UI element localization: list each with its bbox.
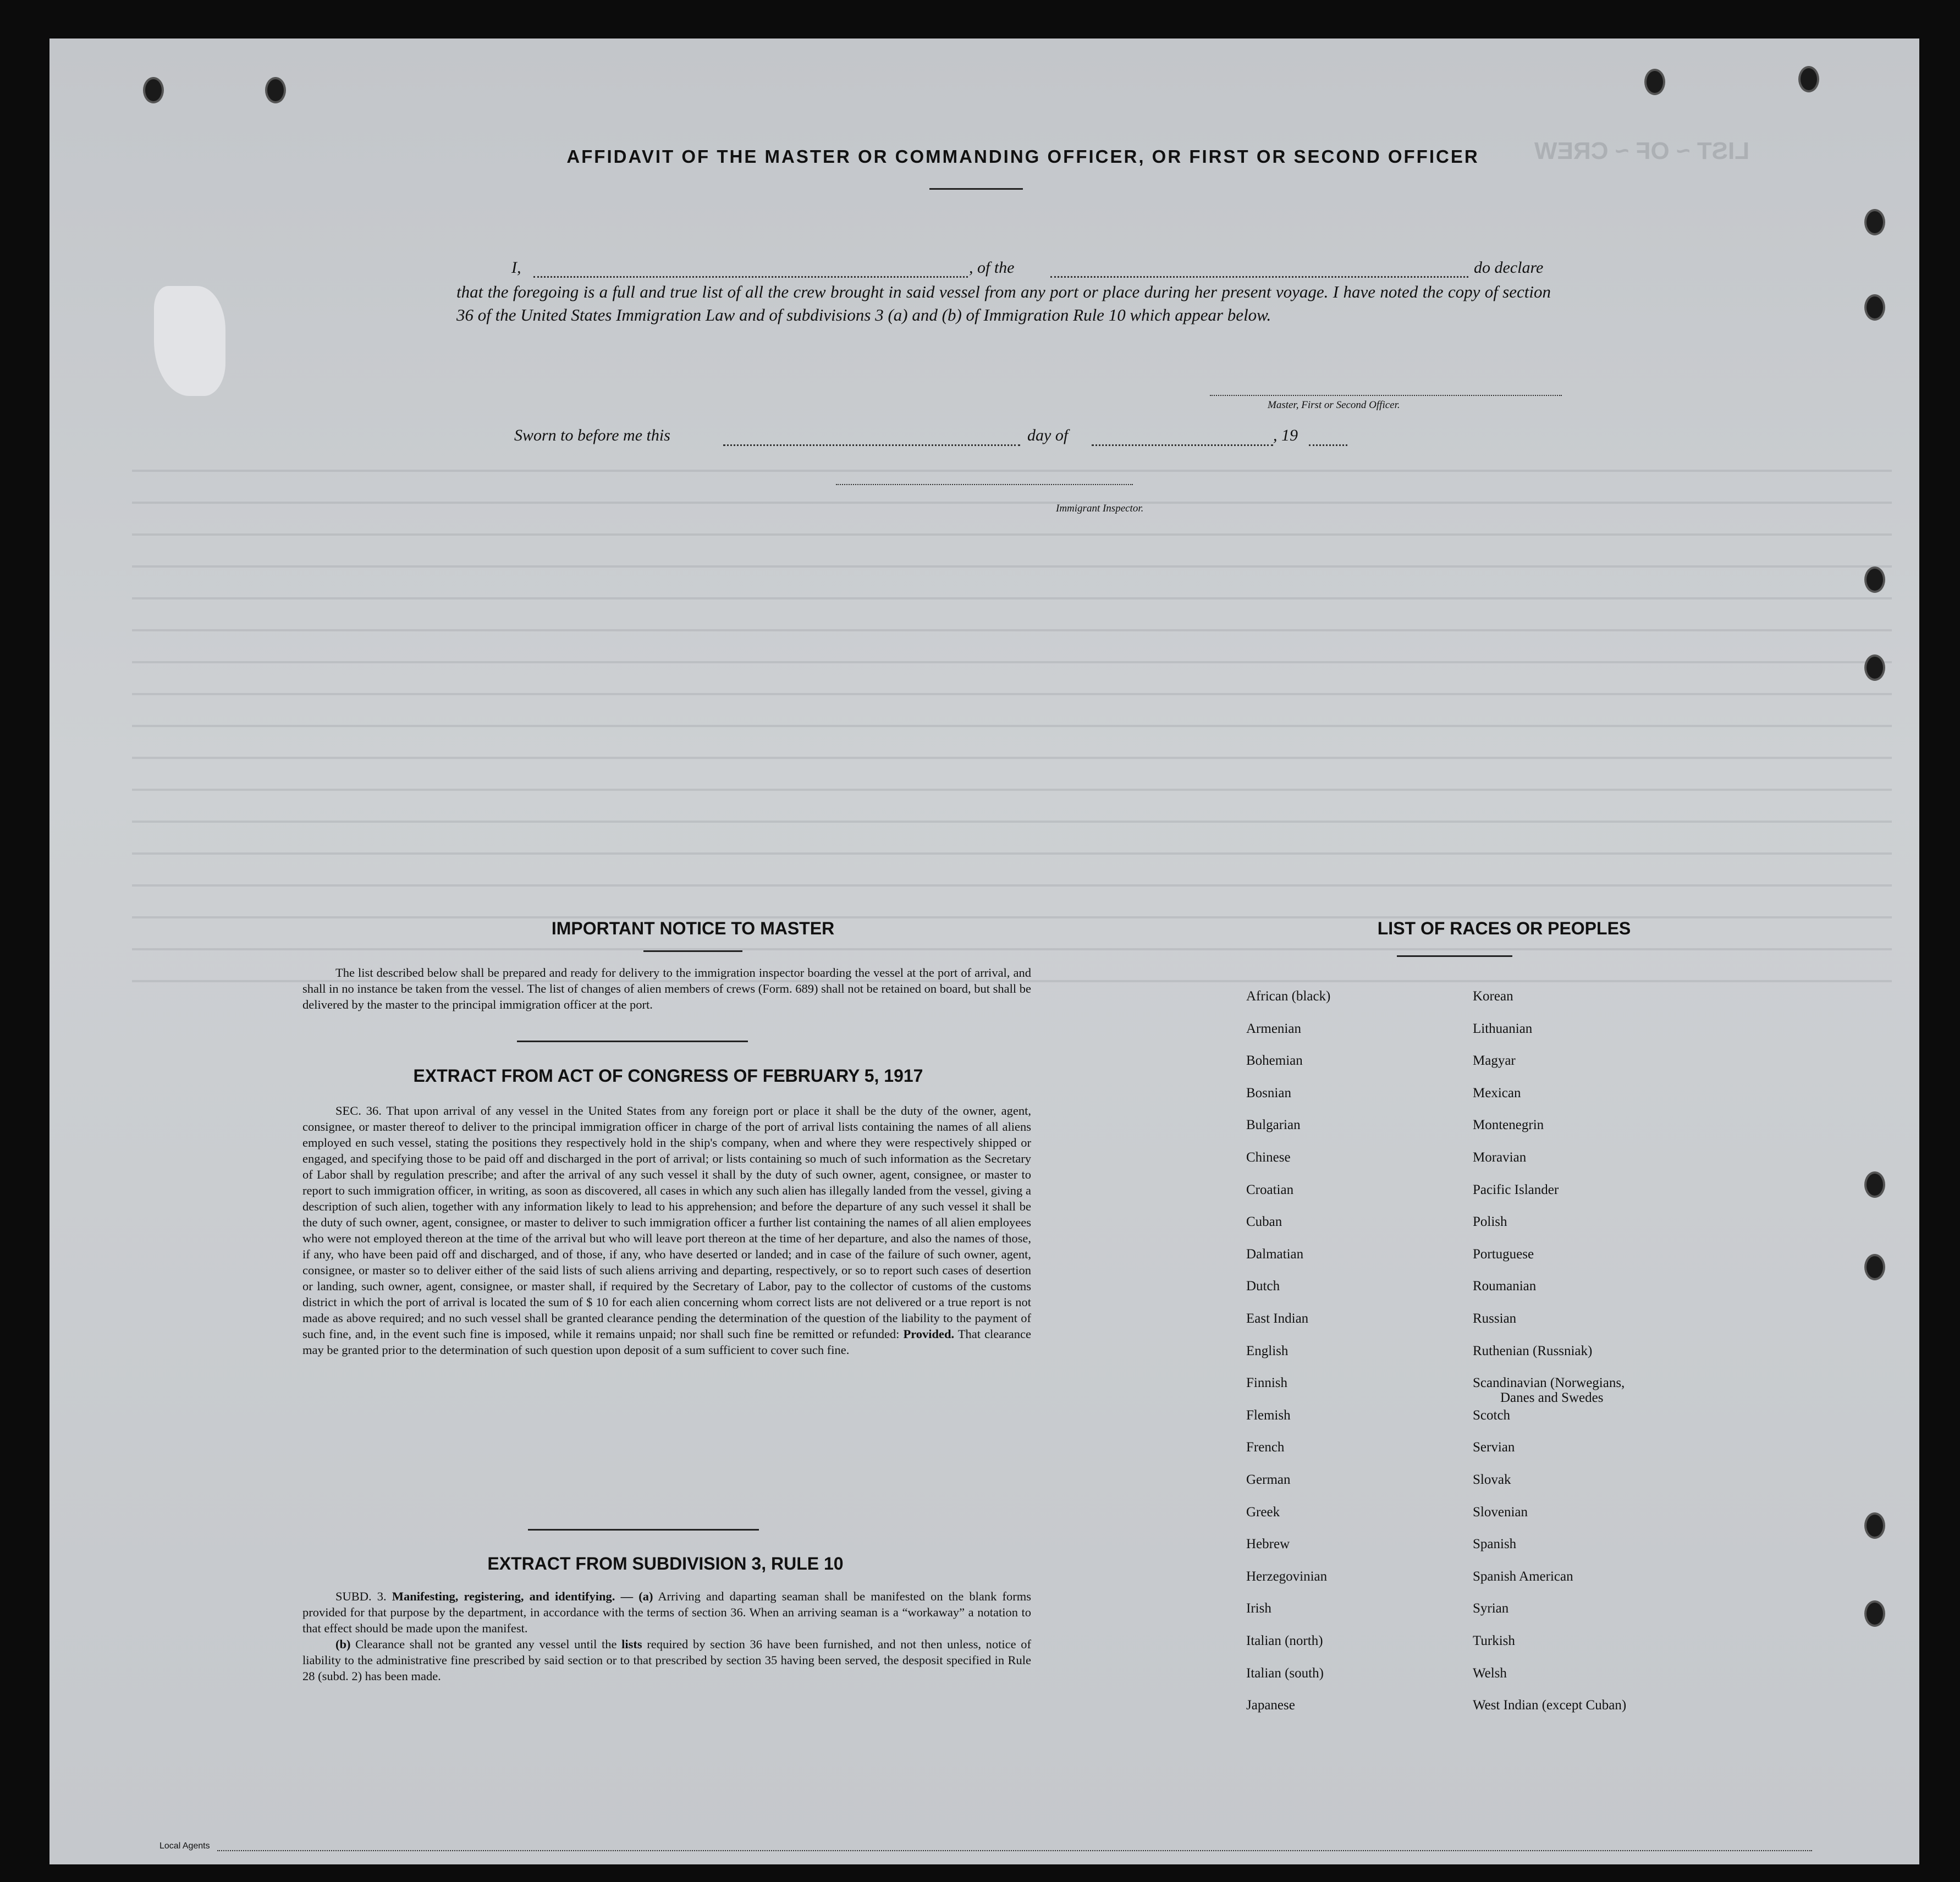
- affidavit-statement: that the foregoing is a full and true list of all the crew brought in said vessel from any port or place during her present voyage. I have noted the copy of section 36 of the United States Immigration Law and of subdivisions 3 (a) and (b) of Immigration Rule 10 which appear below.: [456, 282, 1551, 324]
- punch-hole-right-8: [1864, 1600, 1885, 1627]
- race-item: Hebrew: [1246, 1537, 1290, 1551]
- year-prefix: , 19: [1273, 426, 1298, 444]
- act-title: EXTRACT FROM ACT OF CONGRESS OF FEBRUARY 5, 1917: [413, 1066, 923, 1086]
- punch-hole-right-7: [1864, 1512, 1885, 1539]
- race-item: Armenian: [1246, 1021, 1301, 1036]
- race-item: Cuban: [1246, 1214, 1282, 1229]
- local-agents-blank[interactable]: [217, 1850, 1812, 1851]
- race-item: Russian: [1473, 1311, 1517, 1326]
- sworn-year-blank[interactable]: [1309, 444, 1347, 446]
- subd-b-text-1: Clearance shall not be granted any vessel until the: [355, 1637, 617, 1651]
- punch-hole-right-5: [1864, 1171, 1885, 1198]
- day-of-label: day of: [1027, 426, 1069, 444]
- race-item: Ruthenian (Russniak): [1473, 1344, 1593, 1358]
- race-item: Dalmatian: [1246, 1247, 1304, 1262]
- local-agents-label: Local Agents: [159, 1841, 210, 1851]
- rule-text: [302, 1588, 1031, 1684]
- act-section-text-end: That clearance may be granted prior to the determination of such question upon deposit of a sum sufficient to cover such fine.: [302, 1327, 1031, 1357]
- race-item: Welsh: [1473, 1666, 1507, 1681]
- notice-text: [302, 965, 1031, 1012]
- race-item: Slovak: [1473, 1472, 1511, 1487]
- officer-signature-blank[interactable]: [1210, 395, 1562, 396]
- race-item: Moravian: [1473, 1150, 1527, 1165]
- act-text: [302, 1103, 1031, 1358]
- subd-dash: —: [620, 1589, 634, 1603]
- race-item: Bulgarian: [1246, 1118, 1301, 1132]
- act-end-rule: [528, 1529, 759, 1531]
- race-item: Dutch: [1246, 1279, 1280, 1294]
- affidavit-vessel-blank[interactable]: [1050, 276, 1468, 278]
- race-item: Korean: [1473, 989, 1513, 1004]
- subd-heading: Manifesting, registering, and identifying.: [392, 1589, 615, 1603]
- races-title: LIST OF RACES OR PEOPLES: [1377, 918, 1631, 938]
- race-item: East Indian: [1246, 1311, 1309, 1326]
- punch-hole-right-2: [1864, 294, 1885, 321]
- race-item: Croatian: [1246, 1182, 1294, 1197]
- race-item: Slovenian: [1473, 1505, 1528, 1520]
- reverse-side-bleed-rows: [132, 440, 1892, 990]
- affidavit-i-label: I,: [511, 258, 521, 277]
- race-item: German: [1246, 1472, 1291, 1487]
- race-item: Flemish: [1246, 1408, 1291, 1423]
- punch-hole-right-1: [1864, 209, 1885, 235]
- sworn-day-blank[interactable]: [723, 444, 1020, 446]
- race-item: Scandinavian (Norwegians,: [1473, 1375, 1625, 1390]
- race-item: Finnish: [1246, 1375, 1288, 1390]
- rule-paragraph-b: [302, 1636, 1031, 1684]
- subd-a-text: Arriving and daparting seaman shall be manifested on the blank forms provided for that purpose by the department, in accordance with the terms of section 36. When an arriving seaman is a “workaway” a notation to that effect should be made upon the manifest.: [302, 1589, 1032, 1635]
- race-item: Bosnian: [1246, 1086, 1291, 1100]
- act-paragraph: [302, 1103, 1031, 1358]
- punch-hole-top-right-2: [1798, 66, 1819, 92]
- inspector-caption: Immigrant Inspector.: [1056, 503, 1144, 514]
- affidavit-of-the-label: , of the: [969, 258, 1015, 277]
- subd-b-text-2: required by section 36 have been furnished, and not then unless, notice of liability to the administrative fine prescribed by said section or to that prescribed by section 35 having been served, the desposit specified in Rule 28 (subd. 2) has been made.: [302, 1637, 1031, 1683]
- subd-a-label: (a): [638, 1589, 653, 1603]
- race-item: Pacific Islander: [1473, 1182, 1559, 1197]
- manifest-page: [49, 38, 1919, 1864]
- race-item: African (black): [1246, 989, 1331, 1004]
- officer-signature-caption: Master, First or Second Officer.: [1268, 399, 1400, 411]
- act-provided-label: Provided.: [903, 1327, 955, 1341]
- notice-end-rule: [517, 1041, 748, 1042]
- race-item: French: [1246, 1440, 1285, 1455]
- race-item: Polish: [1473, 1214, 1507, 1229]
- race-item: Chinese: [1246, 1150, 1291, 1165]
- race-item: Bohemian: [1246, 1053, 1303, 1068]
- punch-hole-right-4: [1864, 654, 1885, 681]
- rule-title: EXTRACT FROM SUBDIVISION 3, RULE 10: [487, 1554, 844, 1573]
- sworn-label: Sworn to before me this: [514, 426, 670, 444]
- punch-hole-top-left-1: [143, 77, 164, 103]
- race-item: Herzegovinian: [1246, 1569, 1328, 1584]
- race-item: Roumanian: [1473, 1279, 1537, 1294]
- race-item: Syrian: [1473, 1601, 1509, 1616]
- race-item: Servian: [1473, 1440, 1515, 1455]
- race-item: Italian (south): [1246, 1666, 1324, 1681]
- rule-paragraph-a: [302, 1588, 1031, 1636]
- affidavit-title-rule: [929, 188, 1023, 190]
- notice-paragraph: The list described below shall be prepared and ready for delivery to the immigration inspector boarding the vessel at the port of arrival, and shall in no instance be taken from the vessel. The list of changes of alien members of crews (Form. 689) shall not be retained on board, but shall be delivered by the master to the principal immigration officer at the port.: [302, 966, 1031, 1011]
- races-title-rule: [1397, 955, 1512, 957]
- affidavit-name-blank[interactable]: [533, 276, 968, 278]
- race-item: Scotch: [1473, 1408, 1511, 1423]
- race-item: Irish: [1246, 1601, 1271, 1616]
- reverse-side-bleed: LIST ~ OF ~ CREW: [1534, 137, 1750, 164]
- inspector-signature-blank[interactable]: [836, 484, 1133, 485]
- race-item-continuation: Danes and Swedes: [1500, 1390, 1604, 1405]
- subd-b-lists: lists: [621, 1637, 642, 1651]
- subd-label: SUBD. 3.: [335, 1589, 387, 1603]
- race-item: Lithuanian: [1473, 1021, 1533, 1036]
- race-item: Japanese: [1246, 1698, 1295, 1713]
- torn-paper-patch: [154, 286, 225, 396]
- race-item: Mexican: [1473, 1086, 1521, 1100]
- act-section-text: SEC. 36. That upon arrival of any vessel in the United States from any foreign port or place it shall be the duty of the owner, agent, consignee, or master thereof to deliver to the principal immigration officer in charge of the port of arrival lists containing the names of all aliens employed en such vessel, stating the positions they respectively hold in the ship's company, when and where they were respectively shipped or engaged, and specifying those to be paid off and discharged in the port of arrival; or lists containing so much of such information as the Secretary of Labor shall by regulation prescribe; and after the arrival of any such vessel it shall by the duty of such owner, agent, consignee, or master to report to such immigration officer, in writing, as soon as discovered, all cases in which any such alien has illegally landed from the vessel, giving a description of such alien, together with any information likely to lead to his apprehension; and before the departure of any such vessel it shall be the duty of such owner, agent, consignee, or master to deliver to such immigration officer a further list containing the names of all alien employees who were not employed thereon at the time of the arrival but who will leave port thereon at the time of her departure, and also the names of those, if any, who have been paid off and discharged, and of those, if any, who have deserted or landed; and in case of the failure of such owner, agent, consignee, or master so to deliver either of the said lists of such aliens arriving and departing, respectively, or so to report such cases of desertion or landing, such owner, agent, consignee, or master shall, if required by the Secretary of Labor, pay to the collector of customs of the customs district in which the port of arrival is located the sum of $ 10 for each alien concerning whom correct lists are not delivered or a true report is not made as above required; and no such vessel shall be granted clearance pending the determination of the question of the liability to the payment of such fine, and, in the event such fine is imposed, while it remains unpaid; nor shall such fine be remitted or refunded:: [302, 1104, 1031, 1341]
- punch-hole-right-6: [1864, 1254, 1885, 1280]
- race-item: Montenegrin: [1473, 1118, 1544, 1132]
- punch-hole-top-right-1: [1644, 69, 1665, 95]
- race-item: Magyar: [1473, 1053, 1516, 1068]
- affidavit-title: AFFIDAVIT OF THE MASTER OR COMMANDING OFFICER, OR FIRST OR SECOND OFFICER: [566, 146, 1479, 167]
- race-item: Turkish: [1473, 1633, 1515, 1648]
- punch-hole-top-left-2: [265, 77, 286, 103]
- race-item: Italian (north): [1246, 1633, 1323, 1648]
- race-item: English: [1246, 1344, 1289, 1358]
- race-item: Greek: [1246, 1505, 1280, 1520]
- race-item: Portuguese: [1473, 1247, 1534, 1262]
- notice-title: IMPORTANT NOTICE TO MASTER: [551, 918, 835, 938]
- race-item: Spanish American: [1473, 1569, 1573, 1584]
- notice-title-rule: [643, 950, 742, 952]
- subd-b-label: (b): [335, 1637, 351, 1651]
- sworn-month-blank[interactable]: [1092, 444, 1273, 446]
- affidavit-declare-label: do declare: [1474, 258, 1544, 277]
- race-item: Spanish: [1473, 1537, 1517, 1551]
- punch-hole-right-3: [1864, 566, 1885, 593]
- race-item: West Indian (except Cuban): [1473, 1698, 1627, 1713]
